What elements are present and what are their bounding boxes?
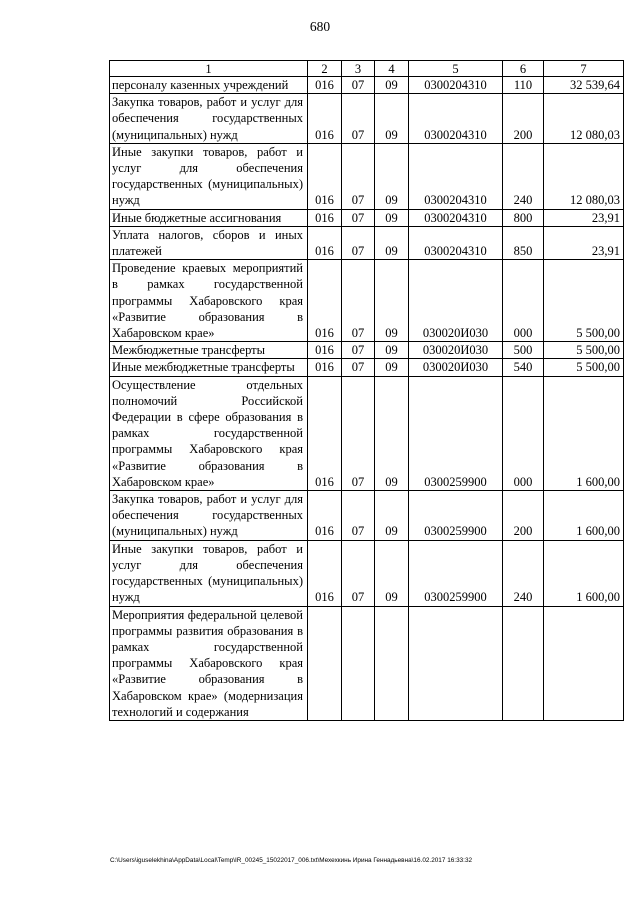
- row-amount: [544, 606, 624, 720]
- row-amount: 23,91: [544, 226, 624, 259]
- row-section: [342, 606, 375, 720]
- row-section: 07: [342, 143, 375, 209]
- row-section: 07: [342, 226, 375, 259]
- row-subsection: [375, 606, 409, 720]
- row-subsection: 09: [375, 342, 409, 359]
- header-col-4: 4: [375, 61, 409, 77]
- table-row: [110, 209, 624, 226]
- row-target-item: 030020И030: [409, 342, 503, 359]
- row-expense-type: 240: [503, 540, 544, 606]
- row-amount: 5 500,00: [544, 260, 624, 342]
- row-admin-code: 016: [308, 376, 342, 490]
- row-section: 07: [342, 359, 375, 376]
- table-row: [110, 359, 624, 376]
- row-amount: 12 080,03: [544, 94, 624, 144]
- header-col-7: 7: [544, 61, 624, 77]
- row-admin-code: 016: [308, 77, 342, 94]
- row-target-item: 0300259900: [409, 376, 503, 490]
- row-section: 07: [342, 209, 375, 226]
- row-subsection: 09: [375, 260, 409, 342]
- row-name: Закупка товаров, работ и услуг для обеспечения государственных (муниципальных) нужд: [110, 491, 308, 541]
- row-expense-type: 850: [503, 226, 544, 259]
- row-subsection: 09: [375, 540, 409, 606]
- file-path-footer: C:\Users\iguselekhina\AppData\Local\Temp\IR_00245_15022017_006.txt\Мехехкинь Ирина Геннадьевна\16.02.2017 16:33:32: [110, 857, 473, 864]
- table-row: [110, 143, 624, 209]
- row-name: Иные закупки товаров, работ и услуг для обеспечения государственных (муниципальных) нужд: [110, 143, 308, 209]
- row-target-item: 0300259900: [409, 491, 503, 541]
- header-col-3: 3: [342, 61, 375, 77]
- row-subsection: 09: [375, 143, 409, 209]
- row-name: Осуществление отдельных полномочий Российской Федерации в сфере образования в рамках государственной программы Хабаровского края «Развитие образования в Хабаровском крае»: [110, 376, 308, 490]
- row-target-item: 030020И030: [409, 260, 503, 342]
- row-expense-type: 200: [503, 94, 544, 144]
- row-expense-type: 000: [503, 260, 544, 342]
- row-name: Иные закупки товаров, работ и услуг для обеспечения государственных (муниципальных) нужд: [110, 540, 308, 606]
- row-name: Мероприятия федеральной целевой программы развития образования в рамках государственной программы Хабаровского края «Развитие образования в Хабаровском крае» (модернизация технологий и содержания: [110, 606, 308, 720]
- row-amount: 1 600,00: [544, 540, 624, 606]
- row-amount: 32 539,64: [544, 77, 624, 94]
- row-name: Иные межбюджетные трансферты: [110, 359, 308, 376]
- row-name: Иные бюджетные ассигнования: [110, 209, 308, 226]
- budget-table: [109, 60, 624, 721]
- row-subsection: 09: [375, 94, 409, 144]
- row-section: 07: [342, 540, 375, 606]
- row-subsection: 09: [375, 77, 409, 94]
- table-row: [110, 94, 624, 144]
- row-expense-type: 540: [503, 359, 544, 376]
- row-admin-code: 016: [308, 143, 342, 209]
- row-target-item: 0300204310: [409, 209, 503, 226]
- row-admin-code: 016: [308, 491, 342, 541]
- row-admin-code: [308, 606, 342, 720]
- row-subsection: 09: [375, 359, 409, 376]
- row-expense-type: 800: [503, 209, 544, 226]
- table-row: [110, 540, 624, 606]
- row-amount: 1 600,00: [544, 376, 624, 490]
- row-amount: 1 600,00: [544, 491, 624, 541]
- table-row: [110, 376, 624, 490]
- row-target-item: 030020И030: [409, 359, 503, 376]
- row-expense-type: 110: [503, 77, 544, 94]
- table-row: [110, 77, 624, 94]
- row-subsection: 09: [375, 491, 409, 541]
- row-admin-code: 016: [308, 540, 342, 606]
- table-row: [110, 342, 624, 359]
- table-row: [110, 491, 624, 541]
- row-target-item: 0300204310: [409, 77, 503, 94]
- row-section: 07: [342, 94, 375, 144]
- table-header-row: [110, 61, 624, 77]
- row-amount: 5 500,00: [544, 342, 624, 359]
- row-admin-code: 016: [308, 342, 342, 359]
- row-expense-type: 000: [503, 376, 544, 490]
- row-target-item: 0300204310: [409, 143, 503, 209]
- row-target-item: [409, 606, 503, 720]
- page-number: 680: [309, 19, 331, 34]
- row-name: персоналу казенных учреждений: [110, 77, 308, 94]
- table-row: [110, 606, 624, 720]
- row-target-item: 0300204310: [409, 94, 503, 144]
- row-amount: 23,91: [544, 209, 624, 226]
- header-col-5: 5: [409, 61, 503, 77]
- row-subsection: 09: [375, 209, 409, 226]
- row-admin-code: 016: [308, 260, 342, 342]
- row-section: 07: [342, 342, 375, 359]
- row-admin-code: 016: [308, 209, 342, 226]
- row-admin-code: 016: [308, 226, 342, 259]
- row-admin-code: 016: [308, 359, 342, 376]
- row-expense-type: 500: [503, 342, 544, 359]
- row-name: Закупка товаров, работ и услуг для обеспечения государственных (муниципальных) нужд: [110, 94, 308, 144]
- header-col-1: 1: [110, 61, 308, 77]
- header-col-2: 2: [308, 61, 342, 77]
- row-target-item: 0300204310: [409, 226, 503, 259]
- row-amount: 5 500,00: [544, 359, 624, 376]
- row-expense-type: 240: [503, 143, 544, 209]
- row-subsection: 09: [375, 226, 409, 259]
- row-section: 07: [342, 260, 375, 342]
- row-expense-type: [503, 606, 544, 720]
- row-amount: 12 080,03: [544, 143, 624, 209]
- row-name: Проведение краевых мероприятий в рамках государственной программы Хабаровского края «Развитие образования в Хабаровском крае»: [110, 260, 308, 342]
- row-section: 07: [342, 376, 375, 490]
- header-col-6: 6: [503, 61, 544, 77]
- table-row: [110, 226, 624, 259]
- table-row: [110, 260, 624, 342]
- row-section: 07: [342, 491, 375, 541]
- row-admin-code: 016: [308, 94, 342, 144]
- row-subsection: 09: [375, 376, 409, 490]
- row-expense-type: 200: [503, 491, 544, 541]
- row-name: Уплата налогов, сборов и иных платежей: [110, 226, 308, 259]
- row-target-item: 0300259900: [409, 540, 503, 606]
- row-name: Межбюджетные трансферты: [110, 342, 308, 359]
- row-section: 07: [342, 77, 375, 94]
